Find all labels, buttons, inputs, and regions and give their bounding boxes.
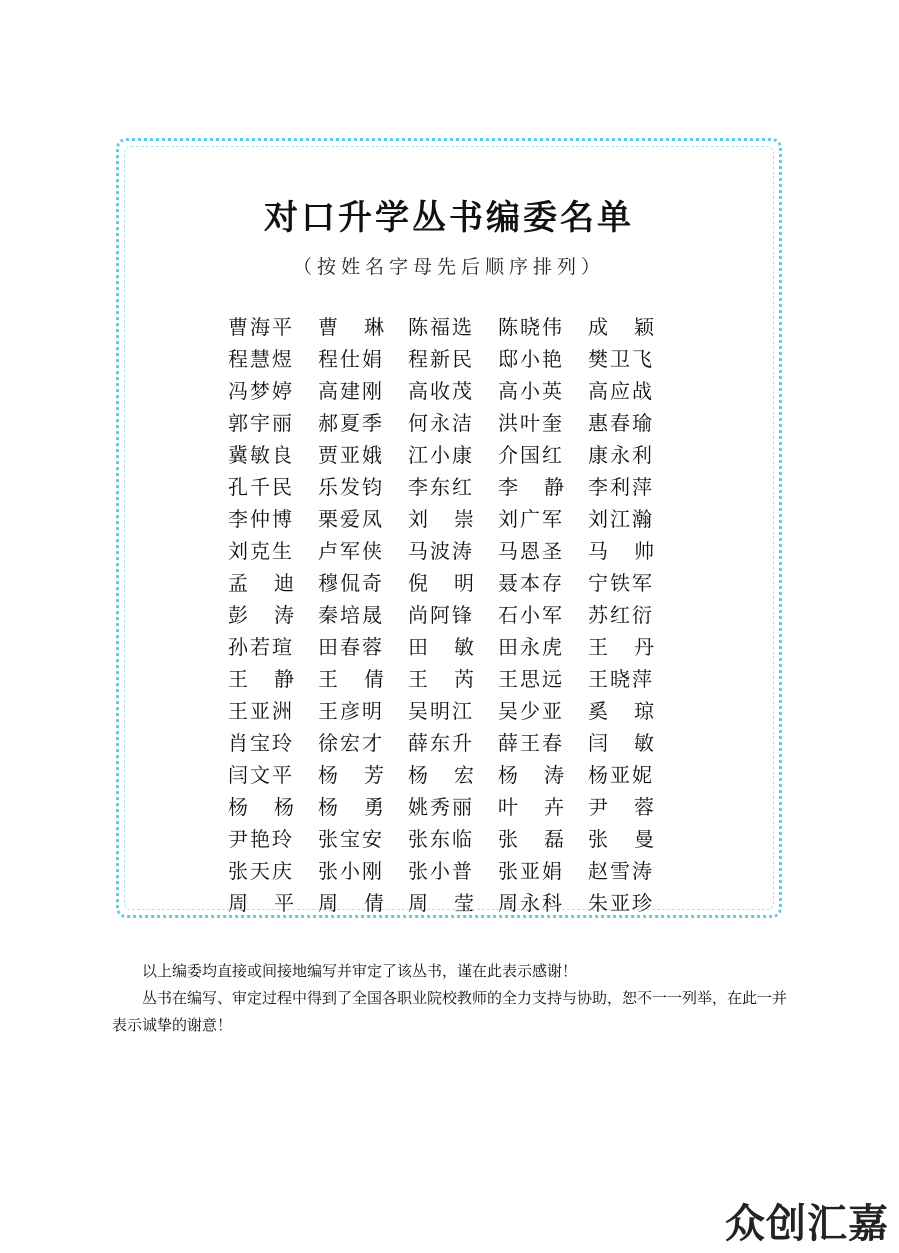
committee-member-name: 乐 发 钧 (318, 474, 384, 499)
committee-names-list (228, 309, 678, 917)
committee-member-name: 赵 雪 涛 (588, 858, 654, 883)
committee-member-name: 倪 明 (408, 570, 474, 595)
committee-member-name: 田 春 蓉 (318, 634, 384, 659)
committee-member-name: 洪 叶 奎 (498, 410, 564, 435)
page-subtitle: （按姓名字母先后顺序排列） (292, 256, 605, 278)
committee-member-name: 杨 亚 妮 (588, 762, 654, 787)
committee-member-name: 杨 涛 (498, 762, 564, 787)
acknowledgement-paragraph-2: 丛书在编写、审定过程中得到了全国各职业院校教师的全力支持与协助，恕不一一列举，在此一并表示诚挚的谢意！ (112, 989, 788, 1034)
committee-member-name: 高 应 战 (588, 378, 654, 403)
committee-member-name: 周 莹 (408, 890, 474, 915)
committee-member-name: 惠 春 瑜 (588, 410, 654, 435)
committee-member-name: 张 磊 (498, 826, 564, 851)
committee-member-name: 聂 本 存 (498, 570, 564, 595)
committee-member-name: 江 小 康 (408, 442, 474, 467)
committee-member-name: 石 小 军 (498, 602, 564, 627)
committee-member-name: 张 东 临 (408, 826, 474, 851)
committee-member-name: 宁 铁 军 (588, 570, 654, 595)
committee-member-name: 孟 迪 (228, 570, 294, 595)
committee-member-name: 高 小 英 (498, 378, 564, 403)
committee-member-name: 徐 宏 才 (318, 730, 384, 755)
committee-member-name: 成 颖 (588, 314, 654, 339)
committee-member-name: 郭 宇 丽 (228, 410, 294, 435)
committee-member-name: 穆 侃 奇 (318, 570, 384, 595)
committee-member-name: 朱 亚 珍 (588, 890, 654, 915)
committee-member-name: 吴 少 亚 (498, 698, 564, 723)
committee-member-name: 程 仕 娟 (318, 346, 384, 371)
committee-member-name: 肖 宝 玲 (228, 730, 294, 755)
committee-member-name: 孔 千 民 (228, 474, 294, 499)
committee-member-name: 卢 军 侠 (318, 538, 384, 563)
committee-member-name: 高 建 刚 (318, 378, 384, 403)
acknowledgement-note (112, 958, 792, 1039)
committee-member-name: 马 恩 圣 (498, 538, 564, 563)
committee-member-name: 陈 福 选 (408, 314, 474, 339)
committee-member-name: 王 静 (228, 666, 294, 691)
committee-member-name: 程 新 民 (408, 346, 474, 371)
committee-member-name: 李 利 萍 (588, 474, 654, 499)
committee-member-name: 郝 夏 季 (318, 410, 384, 435)
committee-member-name: 樊 卫 飞 (588, 346, 654, 371)
committee-member-name: 介 国 红 (498, 442, 564, 467)
committee-member-name: 彭 涛 (228, 602, 294, 627)
committee-member-name: 邸 小 艳 (498, 346, 564, 371)
committee-member-name: 刘 广 军 (498, 506, 564, 531)
committee-member-name: 程 慧 煜 (228, 346, 294, 371)
committee-member-name: 马 帅 (588, 538, 654, 563)
committee-member-name: 刘 江 瀚 (588, 506, 654, 531)
committee-member-name: 杨 宏 (408, 762, 474, 787)
committee-member-name: 刘 克 生 (228, 538, 294, 563)
acknowledgement-paragraph-1: 以上编委均直接或间接地编写并审定了该丛书，谨在此表示感谢！ (142, 962, 578, 980)
committee-member-name: 冀 敏 良 (228, 442, 294, 467)
committee-member-name: 李 静 (498, 474, 564, 499)
committee-member-name: 闫 敏 (588, 730, 654, 755)
committee-member-name: 张 小 普 (408, 858, 474, 883)
committee-member-name: 薛 东 升 (408, 730, 474, 755)
committee-member-name: 张 曼 (588, 826, 654, 851)
page-title: 对口升学丛书编委名单 (264, 198, 634, 238)
committee-member-name: 薛 王 春 (498, 730, 564, 755)
committee-member-name: 何 永 洁 (408, 410, 474, 435)
committee-member-name: 王 倩 (318, 666, 384, 691)
committee-member-name: 李 仲 博 (228, 506, 294, 531)
committee-member-name: 田 永 虎 (498, 634, 564, 659)
committee-member-name: 栗 爱 凤 (318, 506, 384, 531)
committee-member-name: 高 收 茂 (408, 378, 474, 403)
committee-member-name: 孙 若 瑄 (228, 634, 294, 659)
committee-member-name: 尚 阿 锋 (408, 602, 474, 627)
committee-member-name: 杨 芳 (318, 762, 384, 787)
committee-member-name: 叶 卉 (498, 794, 564, 819)
committee-member-name: 王 丹 (588, 634, 654, 659)
committee-member-name: 张 小 刚 (318, 858, 384, 883)
committee-member-name: 秦 培 晟 (318, 602, 384, 627)
committee-member-name: 王 晓 萍 (588, 666, 654, 691)
committee-member-name: 张 亚 娟 (498, 858, 564, 883)
committee-member-name: 康 永 利 (588, 442, 654, 467)
committee-member-name: 张 天 庆 (228, 858, 294, 883)
committee-member-name: 马 波 涛 (408, 538, 474, 563)
committee-member-name: 李 东 红 (408, 474, 474, 499)
committee-member-name: 曹 琳 (318, 314, 384, 339)
watermark-logo: 众创汇嘉 (725, 1201, 889, 1247)
committee-member-name: 冯 梦 婷 (228, 378, 294, 403)
committee-member-name: 田 敏 (408, 634, 474, 659)
committee-member-name: 周 倩 (318, 890, 384, 915)
committee-member-name: 贾 亚 娥 (318, 442, 384, 467)
committee-member-name: 周 平 (228, 890, 294, 915)
committee-member-name: 姚 秀 丽 (408, 794, 474, 819)
committee-member-name: 王 思 远 (498, 666, 564, 691)
committee-member-name: 陈 晓 伟 (498, 314, 564, 339)
committee-member-name: 王 亚 洲 (228, 698, 294, 723)
committee-member-name: 奚 琼 (588, 698, 654, 723)
committee-member-name: 周 永 科 (498, 890, 564, 915)
committee-member-name: 刘 崇 (408, 506, 474, 531)
committee-member-name: 苏 红 衍 (588, 602, 654, 627)
committee-member-name: 王 芮 (408, 666, 474, 691)
committee-member-name: 吴 明 江 (408, 698, 474, 723)
committee-member-name: 王 彦 明 (318, 698, 384, 723)
committee-member-name: 张 宝 安 (318, 826, 384, 851)
committee-member-name: 闫 文 平 (228, 762, 294, 787)
committee-member-name: 尹 艳 玲 (228, 826, 294, 851)
committee-member-name: 杨 杨 (228, 794, 294, 819)
committee-member-name: 尹 蓉 (588, 794, 654, 819)
committee-member-name: 曹 海 平 (228, 314, 294, 339)
committee-member-name: 杨 勇 (318, 794, 384, 819)
